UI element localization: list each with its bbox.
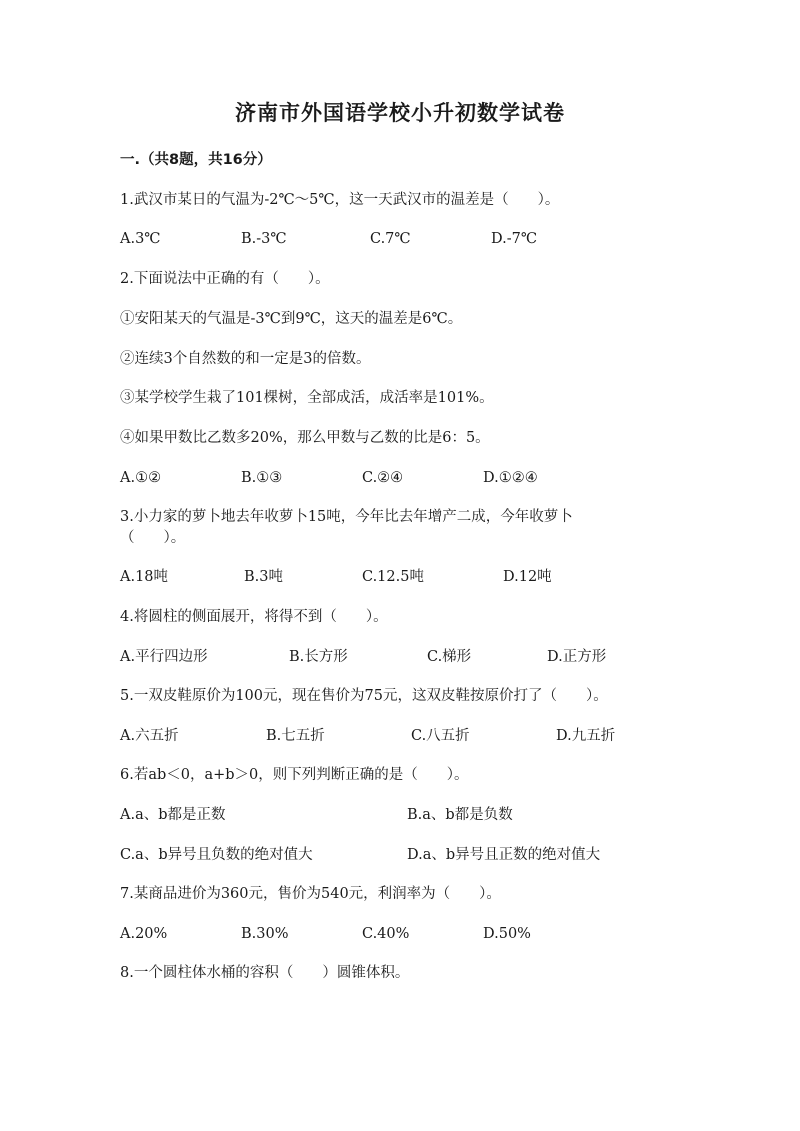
q2-statement-2: ②连续3个自然数的和一定是3的倍数。 [120, 351, 371, 367]
q3-option-a: A.18吨 [120, 569, 169, 585]
question-7: 7.某商品进价为360元，售价为540元，利润率为（ ）。 [120, 886, 501, 902]
q3-option-c: C.12.5吨 [362, 569, 424, 585]
question-4: 4.将圆柱的侧面展开，将得不到（ ）。 [120, 609, 388, 625]
q1-option-b: B.-3℃ [241, 231, 287, 247]
q3-option-b: B.3吨 [244, 569, 283, 585]
q3-option-d: D.12吨 [503, 569, 552, 585]
q2-statement-3: ③某学校学生栽了101棵树，全部成活，成活率是101%。 [120, 390, 494, 406]
q7-option-c: C.40% [362, 926, 410, 942]
q2-option-d: D.①②④ [483, 470, 538, 486]
q5-option-c: C.八五折 [411, 728, 470, 744]
q2-statement-1: ①安阳某天的气温是-3℃到9℃，这天的温差是6℃。 [120, 311, 463, 327]
question-2: 2.下面说法中正确的有（ ）。 [120, 271, 330, 287]
q1-option-d: D.-7℃ [491, 231, 538, 247]
question-5: 5.一双皮鞋原价为100元，现在售价为75元，这双皮鞋按原价打了（ ）。 [120, 688, 608, 704]
q7-option-b: B.30% [241, 926, 289, 942]
q7-option-d: D.50% [483, 926, 531, 942]
question-8: 8.一个圆柱体水桶的容积（ ）圆锥体积。 [120, 965, 410, 981]
q2-option-a: A.①② [120, 470, 162, 486]
q2-option-c: C.②④ [362, 470, 404, 486]
q4-option-c: C.梯形 [427, 649, 472, 665]
q5-option-b: B.七五折 [266, 728, 325, 744]
q6-option-c: C.a、b异号且负数的绝对值大 [120, 847, 313, 863]
q6-option-d: D.a、b异号且正数的绝对值大 [407, 847, 601, 863]
question-3-line-1: 3.小力家的萝卜地去年收萝卜15吨，今年比去年增产二成，今年收萝卜 [120, 509, 573, 525]
q7-option-a: A.20% [120, 926, 168, 942]
q1-option-c: C.7℃ [370, 231, 411, 247]
question-6: 6.若ab＜0，a+b＞0，则下列判断正确的是（ ）。 [120, 767, 469, 783]
q2-option-b: B.①③ [241, 470, 283, 486]
q6-option-a: A.a、b都是正数 [120, 807, 226, 823]
q5-option-d: D.九五折 [556, 728, 616, 744]
q5-option-a: A.六五折 [120, 728, 179, 744]
q4-option-d: D.正方形 [547, 649, 607, 665]
q4-option-a: A.平行四边形 [120, 649, 208, 665]
question-3-line-2: （ ）。 [120, 530, 186, 546]
question-1: 1.武汉市某日的气温为-2℃～5℃，这一天武汉市的温差是（ ）。 [120, 192, 560, 208]
page-title: 济南市外国语学校小升初数学试卷 [235, 101, 565, 125]
q1-option-a: A.3℃ [120, 231, 161, 247]
q2-statement-4: ④如果甲数比乙数多20%，那么甲数与乙数的比是6：5。 [120, 430, 490, 446]
q4-option-b: B.长方形 [289, 649, 348, 665]
q6-option-b: B.a、b都是负数 [407, 807, 513, 823]
section-header: 一.（共8题，共16分） [120, 152, 272, 168]
